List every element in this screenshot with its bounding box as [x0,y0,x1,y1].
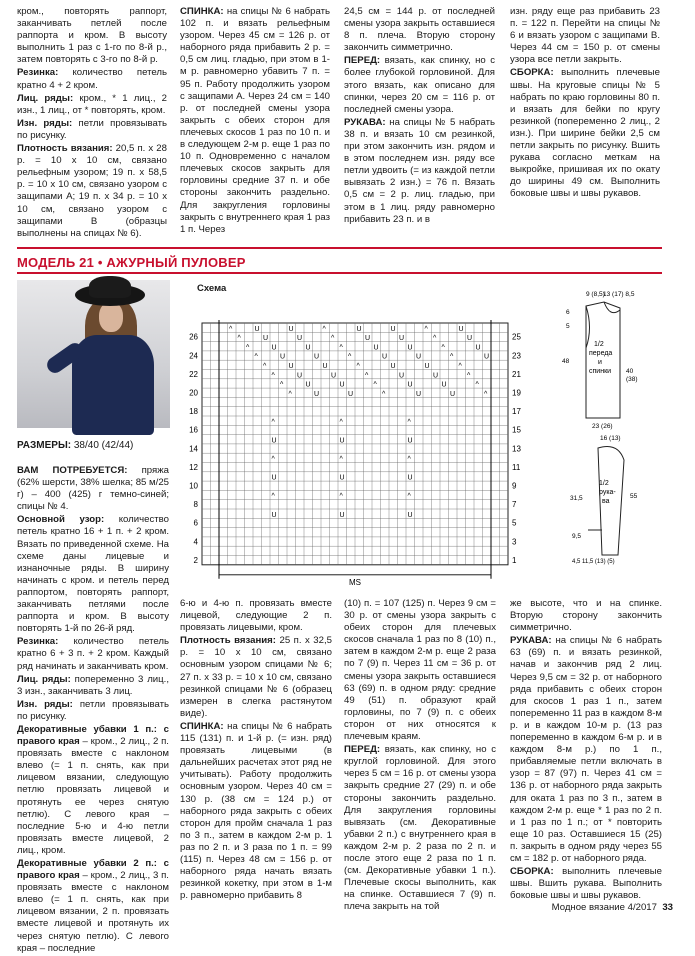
stitch-symbol: U [450,390,456,398]
row-label-left: 10 [189,481,198,491]
stitch-symbol: U [271,437,277,445]
row-label-left: 6 [193,518,198,528]
row-label-right: 3 [512,537,517,547]
row-label-right: 7 [512,500,517,510]
schem-body-l4: спинки [589,368,612,375]
row-label-right: 25 [512,332,521,342]
page-footer: Модное вязание 4/2017 33 [551,902,673,913]
stitch-symbol: ^ [484,390,488,398]
paragraph: Изн. ряды: петли провязывать по рисунку. [17,117,167,141]
paragraph: Изн. ряды: петли провязывать по рисунку. [17,698,169,722]
sleeve-l1: 1/2 [599,480,609,487]
paragraph: ПЕРЕД: вязать, как спинку, но с более глубокой горловиной. Для этого вязать, как описано для спинки, через 20 см = 116 р. от последней смены узора. [344,55,495,115]
stitch-symbol: U [280,353,286,361]
paragraph: кром., повторять раппорт, заканчивать петлей после раппорта и кром. В высоту выполнить 1 раз с 1-го по 8-й р., затем повторять с 3-го по 8-й р. [17,6,167,66]
stitch-symbol: U [433,372,439,380]
stitch-symbol: ^ [433,335,437,343]
stitch-symbol: U [348,390,354,398]
stitch-symbol: ^ [254,353,258,361]
stitch-symbol: ^ [356,363,360,370]
top-col-3 [344,6,495,227]
stitch-symbol: ^ [271,493,275,501]
schem-body-l3: и [598,359,602,366]
chart-title: Схема [197,283,227,294]
row-label-right: 5 [512,518,517,528]
stitch-symbol: U [407,381,413,389]
paragraph: Декоративные убавки 1 п.: с правого края – кром., 2 лиц., 2 п. провязать вместе с наклоном влево (= 1 п. снять, как при лицевом вязании, следующую петлю провязать лицевой и протянуть ее через снятую петлю). С левого края – последние 5-ю и 4-ю петли провязать вместе лицевой, 2 лиц., кром. [17,723,169,856]
stitch-symbol: U [399,335,405,343]
knitting-chart [180,291,525,587]
row-label-left: 12 [189,462,198,472]
stitch-symbol: U [331,372,337,380]
sleeve-top: 16 (13) [600,435,621,442]
stitch-symbol: ^ [339,344,343,352]
stitch-symbol: U [365,335,371,343]
paragraph: Лиц. ряды: попеременно 3 лиц., 3 изн., заканчивать 3 лиц. [17,673,169,697]
repeat-label: MS [349,577,361,587]
stitch-symbol: U [407,511,413,519]
stitch-symbol: ^ [373,381,377,389]
row-label-right: 9 [512,481,517,491]
stitch-symbol: U [407,344,413,352]
stitch-symbol: U [441,381,447,389]
paragraph: же высоте, что и на спинке. Вторую сторону закончить симметрично. [510,598,662,634]
bottom-col-4 [510,598,662,903]
model-title: МОДЕЛЬ 21 • АЖУРНЫЙ ПУЛОВЕР [17,255,246,270]
row-label-left: 20 [189,388,198,398]
row-label-right: 17 [512,407,521,417]
schem-left-2: 5 [566,323,570,330]
row-label-right: 15 [512,425,521,435]
stitch-symbol: ^ [407,493,411,501]
stitch-symbol: ^ [237,335,241,343]
schem-bottom: 23 (26) [592,423,613,430]
paragraph: Лиц. ряды: кром., * 1 лиц., 2 изн., 1 лиц., от * повторять, кром. [17,92,167,116]
stitch-symbol: U [305,381,311,389]
schem-side-right-2: (38) [626,376,638,383]
paragraph: СПИНКА: на спицы № 6 набрать 102 п. и вязать рельефным узором. Через 45 см = 126 р. от наборного ряда прибавить 2 р. = 0,5 см лиц. гладью, при этом в 1-м р. равномерно убавить 7 п. = 95 п. Работу продолжить узором с защипами А. Через 24 см = 140 р. от последней смены узора закрыть с обеих сторон для плечевых скосов 1 раз по 10 п. и в следующем 2-м р. еще 1 раз по 10 п. Одновременно с началом плечевых скосов закрыть для горловины средние 37 п. и обе стороны закончить раздельно. Для закругления горловины закрыть с внутреннего края 1 раз 1 п. Через [180,6,330,235]
stitch-symbol: U [254,325,260,333]
stitch-symbol: ^ [288,390,292,398]
row-label-left: 2 [193,555,198,565]
stitch-symbol: U [382,353,388,361]
paragraph: 6-ю и 4-ю п. провязать вместе лицевой, следующие 2 п. провязать лицевыми, кром. [180,598,332,634]
left-col-instructions [17,465,169,956]
schem-side-left: 48 [562,358,570,365]
stitch-symbol: U [314,390,320,398]
paragraph: (10) п. = 107 (125) п. Через 9 см = 30 р. от смены узора закрыть с обеих сторон для плечевых скосов сначала 1 раз по 8 (10) п., затем в каждом 2-м р. еще 2 раза по 7 (9) п. Через 11 см = 36 р. от смены узора закрыть оставшиеся 63 (69) п. в одном ряду: средние 49 (51) п. образуют край горловины, по 7 (9) п. с обеих сторон от них относятся к плечевым краям. [344,598,496,743]
stitch-symbol: U [424,363,430,370]
sleeve-h3: 55 [630,493,638,500]
row-label-left: 14 [189,444,198,454]
row-label-right: 1 [512,555,517,565]
paragraph: ВАМ ПОТРЕБУЕТСЯ: пряжа (62% шерсти, 38% шелка; 85 м/25 г) – 400 (425) г темно-синей; спицы № 4. [17,465,169,513]
stitch-symbol: U [271,511,277,519]
stitch-symbol: U [305,344,311,352]
stitch-symbol: ^ [331,335,335,343]
stitch-symbol: ^ [424,325,428,333]
stitch-symbol: ^ [263,363,267,370]
schem-top-2: 13 (17) 8,5 [603,291,635,298]
paragraph: Основной узор: количество петель кратно 16 + 1 п. + 2 кром. Вязать по приведенной схеме. На схеме даны лицевые и изнаночные ряды. В ширину начинать с кром. и петель перед раппортом, повторять раппорт, заканчивать петлями после раппорта и кром. В высоту повторять 1-й по 26-й ряд. [17,514,169,635]
stitch-symbol: U [297,335,303,343]
stitch-symbol: U [288,363,294,370]
paragraph: СПИНКА: на спицы № 6 набрать 115 (131) п. и 1-й р. (= изн. ряд) провязать лицевыми (в дальнейших расчетах этот ряд не учитывать). Работу продолжить основным узором. Через 40 см = 130 р. (38 см = 124 р.) от наборного ряда закрыть с обеих сторон для пройм сначала 1 раз по 3 п., затем в каждом 2-м р. 1 раз по 2 п. и 3 раза по 1 п. = 99 (115) п. Через 48 см = 156 р. от наборного ряда начать вязать резинкой кокетку, при этом в 1-м р. равномерно прибавить 8 [180,720,332,902]
stitch-symbol: U [373,344,379,352]
stitch-symbol: U [458,325,464,333]
top-col-1 [17,6,167,241]
stitch-symbol: ^ [322,325,326,333]
stitch-symbol: ^ [348,353,352,361]
row-label-left: 16 [189,425,198,435]
body-schematic [558,288,668,433]
row-label-right: 23 [512,351,521,361]
stitch-symbol: U [271,474,277,482]
sleeve-h1: 31,5 [570,495,583,502]
schem-side-right: 40 [626,368,634,375]
bottom-col-2 [180,598,332,903]
paragraph: Резинка: количество петель кратно 4 + 2 кром. [17,67,167,91]
row-label-left: 4 [193,537,198,547]
stitch-symbol: U [484,353,490,361]
stitch-symbol: ^ [458,363,462,370]
stitch-symbol: U [314,353,320,361]
stitch-symbol: U [297,372,303,380]
stitch-symbol: U [407,474,413,482]
stitch-symbol: ^ [365,372,369,380]
row-label-left: 18 [189,407,198,417]
sleeve-h2: 9,5 [572,533,582,540]
stitch-symbol: U [271,344,277,352]
schem-top-1: 9 (8,5) [586,291,605,298]
paragraph: ПЕРЕД: вязать, как спинку, но с круглой горловиной. Для этого через 5 см = 16 р. от смены узора закрыть средние 27 (29) п. и обе стороны закончить раздельно. Для закругления горловины вывязать (см. Декоративные убавки 2 п.) с внутреннего края в каждом 2-м р. 2 раза по 2 п. и после этого еще 2 раза по 1 п. (см. Декоративные убавки 1 п.). Плечевые скосы выполнить, как на спинке. Оставшиеся 7 (9) п. плеча закрыть на той [344,744,496,913]
schem-left-1: 6 [566,309,570,316]
row-label-left: 26 [189,332,198,342]
row-label-right: 19 [512,388,521,398]
stitch-symbol: U [416,353,422,361]
paragraph: Плотность вязания: 25 п. х 32,5 р. = 10 х 10 см, связано основным узором спицами № 6; 27 п. х 33 р. = 10 х 10 см, связано резинкой спицами № 6 (образец измерен в слегка растянутом виде). [180,635,332,719]
stitch-symbol: U [339,381,345,389]
stitch-symbol: U [339,474,345,482]
sleeve-l3: ва [602,498,610,505]
stitch-symbol: ^ [271,372,275,380]
paragraph: СБОРКА: выполнить плечевые швы. На круговые спицы № 5 набрать по краю горловины 80 п. и вязать для бейки по кругу резинкой (попеременно 2 лиц., 2 изн.). При ширине бейки 2,5 см петли закрыть по рисунку. Вшить рукава согласно меткам на выкройке, пришивая их по окату до ширины 49 см. Выполнить боковые швы и швы рукавов. [510,67,660,200]
stitch-symbol: ^ [339,456,343,463]
row-label-left: 8 [193,500,198,510]
row-label-left: 22 [189,369,198,379]
stitch-symbol: U [339,437,345,445]
stitch-symbol: ^ [441,344,445,352]
stitch-symbol: U [399,372,405,380]
stitch-symbol: ^ [450,353,454,361]
schem-body-l1: 1/2 [594,341,604,348]
stitch-symbol: ^ [339,418,343,426]
paragraph: РУКАВА: на спицы № 6 набрать 63 (69) п. и вязать резинкой, начав и закончив ряд 2 лиц. Через 9,5 см = 32 р. от наборного ряда прибавить с обеих сторон для скосов 1 раз 1 п., затем попеременно 11 раз в каждом 8-м р. и в каждом 10-м р. (13 раз попеременно в каждом 6-м р. и в каждом 8-м р.) по 1 п., прибавляемые петли включать в узор = 87 (97) п. Через 41 см = 136 р. от наборного ряда закрыть для оката 1 раз по 3 п., затем в каждом 2-м р. еще * 1 раз по 2 п. и 1 раз по 1 п.; от * повторить еще 10 раз. Оставшиеся 15 (25) п. закрыть в одном ряду через 55 см = 182 р. от наборного ряда. [510,635,662,864]
stitch-symbol: U [390,325,396,333]
row-label-right: 13 [512,444,521,454]
stitch-symbol: U [322,363,328,370]
bottom-col-3 [344,598,496,914]
stitch-symbol: ^ [246,344,250,352]
stitch-symbol: ^ [271,456,275,463]
stitch-symbol: U [288,325,294,333]
sleeve-bottom: 4,5 11,5 (13) (5) [572,559,615,565]
top-col-4 [510,6,660,202]
schem-body-l2: переда [589,350,613,357]
paragraph: РУКАВА: на спицы № 5 набрать 38 п. и вязать 10 см резинкой, при этом закончить изн. рядом и в этом последнем изн. ряду все петли удвоить (= из каждой петли вывязать 2 изн.) = 76 п. Вязать 0,5 см = 2 р. лиц. гладью, при этом в 1 лиц. ряду равномерно прибавить 23 п. и в [344,116,495,225]
section-divider [17,247,662,249]
stitch-symbol: ^ [229,325,233,333]
stitch-symbol: U [407,437,413,445]
row-label-right: 21 [512,369,521,379]
stitch-symbol: ^ [382,390,386,398]
paragraph: 24,5 см = 144 р. от последней смены узора закрыть оставшиеся 8 п. плеча. Вторую сторону закончить симметрично. [344,6,495,54]
paragraph: Декоративные убавки 2 п.: с правого края – кром., 2 лиц., 3 п. провязать вместе с наклоном влево (= 1 п. снять, как при лицевом вязании, 2 п. провязать вместе лицевой и протянуть их через снятую петлю). С левого края – последние [17,858,169,954]
stitch-symbol: U [263,335,269,343]
stitch-symbol: ^ [271,418,275,426]
stitch-symbol: U [467,335,473,343]
stitch-symbol: U [390,363,396,370]
paragraph: СБОРКА: выполнить плечевые швы. Вшить рукава. Выполнить боковые швы и швы рукавов. [510,866,662,902]
row-label-right: 11 [512,462,521,472]
stitch-symbol: ^ [339,493,343,501]
sleeve-l2: рука- [599,489,616,496]
top-col-2 [180,6,330,237]
stitch-symbol: ^ [407,456,411,463]
paragraph: Резинка: количество петель кратно 6 + 3 п. + 2 кром. Каждый ряд начинать и заканчивать кром. [17,636,169,672]
title-underline [17,272,662,274]
stitch-symbol: U [416,390,422,398]
stitch-symbol: ^ [280,381,284,389]
stitch-symbol: U [339,511,345,519]
stitch-symbol: ^ [467,372,471,380]
stitch-symbol: U [356,325,362,333]
sleeve-schematic [558,430,668,570]
row-label-left: 24 [189,351,198,361]
model-photo [17,280,170,428]
stitch-symbol: ^ [475,381,479,389]
paragraph: Плотность вязания: 20,5 п. х 28 р. = 10 х 10 см, связано рельефным узором; 19 п. х 58,5 р. = 10 х 10 см, связано узором с защипами А; 19 п. х 34 р. = 10 х 10 см, связано узором с защипами В (образцы выполнены на спицах № 6). [17,143,167,239]
paragraph: изн. ряду еще раз прибавить 23 п. = 122 п. Перейти на спицы № 6 и вязать узором с защипами В. Через 44 см = 150 р. от смены узора все петли закрыть. [510,6,660,66]
stitch-symbol: ^ [407,418,411,426]
sizes: РАЗМЕРЫ: 38/40 (42/44) [17,440,134,451]
stitch-symbol: U [475,344,481,352]
